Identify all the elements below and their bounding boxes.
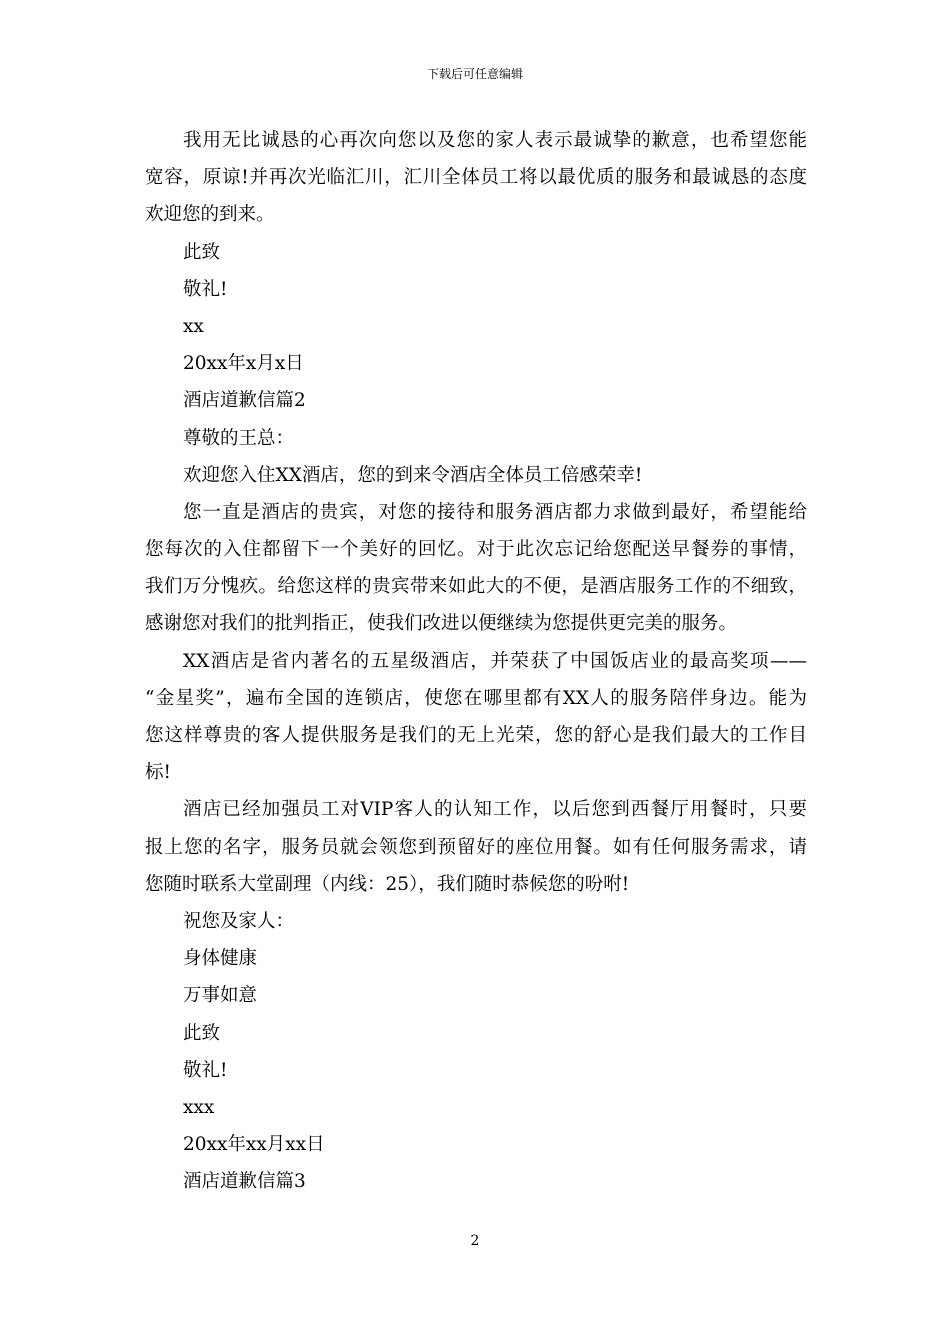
paragraph-line: 您一直是酒店的贵宾，对您的接待和服务酒店都力求做到最好，希望能给 [183,501,807,523]
paragraph-line: 您这样尊贵的客人提供服务是我们的无上光荣，您的舒心是我们最大的工作目 [145,725,807,746]
signature-name: xxx [183,1096,215,1118]
paragraph-line: 我用无比诚恳的心再次向您以及您的家人表示最诚挚的歉意，也希望您能 [183,130,807,151]
closing-line: 此致 [183,241,221,263]
closing-line: 敬礼! [183,278,228,300]
signature-name: xx [183,315,204,337]
page-number: 2 [470,1233,480,1249]
closing-line: 敬礼! [183,1059,228,1081]
paragraph-line: 酒店已经加强员工对VIP客人的认知工作，以后您到西餐厅用餐时，只要 [183,799,807,821]
section-title: 酒店道歉信篇2 [183,390,306,412]
signature-date: 20xx年xx月xx日 [183,1134,325,1156]
salutation: 尊敬的王总： [183,427,295,449]
closing-line: 万事如意 [183,985,258,1007]
paragraph-line: 您每次的入住都留下一个美好的回忆。对于此次忘记给您配送早餐券的事情， [145,539,807,561]
paragraph-line: 我们万分愧疚。给您这样的贵宾带来如此大的不便，是酒店服务工作的不细致， [145,576,807,598]
paragraph-line: 感谢您对我们的批判指正，使我们改进以便继续为您提供更完美的服务。 [145,613,738,635]
closing-line: 此致 [183,1022,221,1044]
section-title: 酒店道歉信篇3 [183,1171,306,1193]
closing-line: 身体健康 [183,948,258,970]
signature-date: 20xx年x月x日 [183,353,304,375]
page-header-note: 下载后可任意编辑 [426,67,523,81]
paragraph-line: 欢迎您的到来。 [145,204,275,226]
paragraph-line: 标! [145,762,171,784]
paragraph-line: 欢迎您入住XX酒店，您的到来令酒店全体员工倍感荣幸! [183,464,643,486]
paragraph-line: 宽容，原谅!并再次光临汇川，汇川全体员工将以最优质的服务和最诚恳的态度 [145,167,807,189]
document-body [145,122,807,1200]
paragraph-line: “金星奖”，遍布全国的连锁店，使您在哪里都有XX人的服务陪伴身边。能为 [145,687,807,709]
closing-line: 祝您及家人： [183,910,295,932]
paragraph-line: 您随时联系大堂副理（内线：25），我们随时恭候您的吩咐! [145,873,630,895]
paragraph-line: 报上您的名字，服务员就会领您到预留好的座位用餐。如有任何服务需求，请 [145,836,807,858]
paragraph-line: XX酒店是省内著名的五星级酒店，并荣获了中国饭店业的最高奖项—— [183,650,807,672]
